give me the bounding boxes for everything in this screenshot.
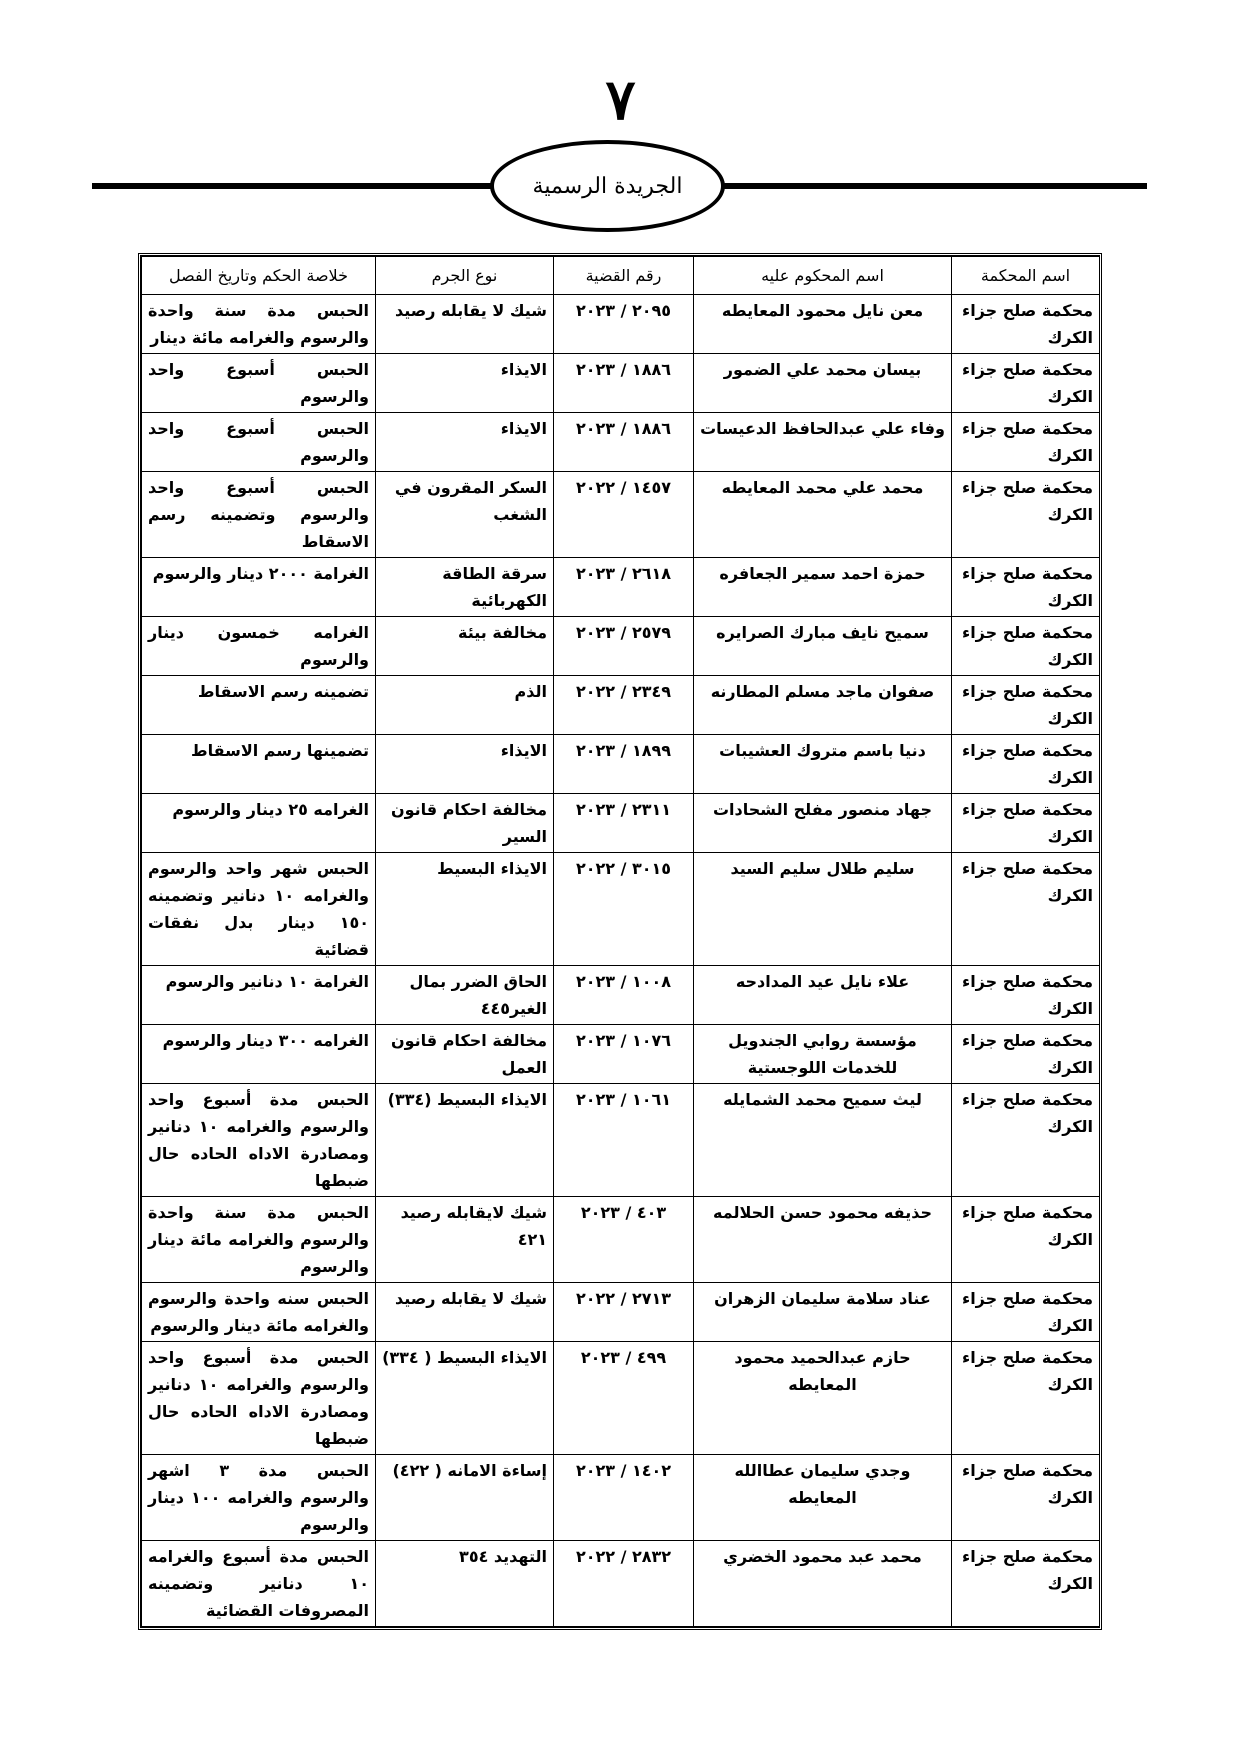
header-case: رقم القضية [554, 257, 694, 295]
cell-case: ٤٩٩ / ٢٠٢٣ [554, 1342, 694, 1455]
cell-court: محكمة صلح جزاء الكرك [952, 1084, 1100, 1197]
cell-summary: الحبس أسبوع واحد والرسوم وتضمينه رسم الاسقاط [142, 472, 376, 558]
cell-court: محكمة صلح جزاء الكرك [952, 354, 1100, 413]
table-row [142, 295, 1100, 354]
cell-crime: سرقة الطاقة الكهربائية [376, 558, 554, 617]
cell-summary: الغرامه ٢٥ دينار والرسوم [142, 794, 376, 853]
cell-case: ٢٨٣٢ / ٢٠٢٢ [554, 1541, 694, 1627]
header-summary: خلاصة الحكم وتاريخ الفصل [142, 257, 376, 295]
table-row [142, 853, 1100, 966]
cell-crime: الايذاء [376, 413, 554, 472]
cell-case: ٢٧١٣ / ٢٠٢٢ [554, 1283, 694, 1342]
cell-name: ليث سميح محمد الشمايله [694, 1084, 952, 1197]
cell-crime: الايذاء البسيط ( ٣٣٤) [376, 1342, 554, 1455]
cell-summary: الحبس أسبوع واحد والرسوم [142, 413, 376, 472]
cell-crime: الذم [376, 676, 554, 735]
cell-case: ٢٣٤٩ / ٢٠٢٢ [554, 676, 694, 735]
cell-summary: الحبس سنه واحدة والرسوم والغرامه مائة دينار والرسوم [142, 1283, 376, 1342]
cell-summary: الحبس مدة أسبوع واحد والرسوم والغرامه ١٠ دنانير ومصادرة الاداه الحاده حال ضبطها [142, 1342, 376, 1455]
header-court: اسم المحكمة [952, 257, 1100, 295]
cell-court: محكمة صلح جزاء الكرك [952, 676, 1100, 735]
cell-court: محكمة صلح جزاء الكرك [952, 1025, 1100, 1084]
table-row [142, 558, 1100, 617]
cell-summary: الغرامة ١٠ دنانير والرسوم [142, 966, 376, 1025]
table-row [142, 735, 1100, 794]
page-number: ٧ [605, 67, 636, 133]
header-name: اسم المحكوم عليه [694, 257, 952, 295]
cell-summary: الغرامة ٢٠٠٠ دينار والرسوم [142, 558, 376, 617]
cell-crime: شيك لايقابله رصيد ٤٢١ [376, 1197, 554, 1283]
cell-name: سميح نايف مبارك الصرايره [694, 617, 952, 676]
cell-summary: الغرامه خمسون دينار والرسوم [142, 617, 376, 676]
cell-name: بيسان محمد علي الضمور [694, 354, 952, 413]
table-row [142, 1283, 1100, 1342]
table-row [142, 676, 1100, 735]
cell-summary: الحبس مدة سنة واحدة والرسوم والغرامه مائة دينار والرسوم [142, 1197, 376, 1283]
cell-name: جهاد منصور مفلح الشحادات [694, 794, 952, 853]
cell-name: محمد علي محمد المعايطه [694, 472, 952, 558]
cell-crime: السكر المقرون في الشغب [376, 472, 554, 558]
cell-case: ١٠٠٨ / ٢٠٢٣ [554, 966, 694, 1025]
cell-crime: التهديد ٣٥٤ [376, 1541, 554, 1627]
cell-summary: الحبس أسبوع واحد والرسوم [142, 354, 376, 413]
cell-case: ٢٥٧٩ / ٢٠٢٣ [554, 617, 694, 676]
cell-crime: الايذاء البسيط (٣٣٤) [376, 1084, 554, 1197]
table-row [142, 354, 1100, 413]
cell-name: علاء نايل عيد المدادحه [694, 966, 952, 1025]
cell-court: محكمة صلح جزاء الكرك [952, 1455, 1100, 1541]
cell-name: مؤسسة روابي الجندويل للخدمات اللوجستية [694, 1025, 952, 1084]
cell-court: محكمة صلح جزاء الكرك [952, 472, 1100, 558]
table-row [142, 1084, 1100, 1197]
header-oval [490, 140, 725, 232]
cell-court: محكمة صلح جزاء الكرك [952, 794, 1100, 853]
cell-name: عناد سلامة سليمان الزهران [694, 1283, 952, 1342]
cell-case: ١٠٦١ / ٢٠٢٣ [554, 1084, 694, 1197]
cell-name: حذيفه محمود حسن الحلالمه [694, 1197, 952, 1283]
cell-crime: الحاق الضرر بمال الغير٤٤٥ [376, 966, 554, 1025]
cell-name: معن نايل محمود المعايطه [694, 295, 952, 354]
cell-crime: مخالفة احكام قانون السير [376, 794, 554, 853]
cell-name: وفاء علي عبدالحافظ الدعيسات [694, 413, 952, 472]
cell-summary: الحبس مدة أسبوع واحد والرسوم والغرامه ١٠ دنانير ومصادرة الاداه الحاده حال ضبطها [142, 1084, 376, 1197]
cell-name: سليم طلال سليم السيد [694, 853, 952, 966]
cell-court: محكمة صلح جزاء الكرك [952, 853, 1100, 966]
cell-court: محكمة صلح جزاء الكرك [952, 617, 1100, 676]
cell-crime: الايذاء [376, 735, 554, 794]
cell-summary: تضمينه رسم الاسقاط [142, 676, 376, 735]
cell-crime: مخالفة احكام قانون العمل [376, 1025, 554, 1084]
table-row [142, 794, 1100, 853]
cell-crime: شيك لا يقابله رصيد [376, 1283, 554, 1342]
cell-court: محكمة صلح جزاء الكرك [952, 295, 1100, 354]
table-row [142, 617, 1100, 676]
cell-case: ١٨٨٦ / ٢٠٢٣ [554, 354, 694, 413]
cell-case: ١٤٥٧ / ٢٠٢٢ [554, 472, 694, 558]
cell-summary: الغرامه ٣٠٠ دينار والرسوم [142, 1025, 376, 1084]
cell-court: محكمة صلح جزاء الكرك [952, 966, 1100, 1025]
cell-crime: إساءة الامانه ( ٤٢٢) [376, 1455, 554, 1541]
cell-name: وجدي سليمان عطاالله المعايطه [694, 1455, 952, 1541]
cell-summary: الحبس شهر واحد والرسوم والغرامه ١٠ دنانير وتضمينه ١٥٠ دينار بدل نفقات قضائية [142, 853, 376, 966]
cell-name: صفوان ماجد مسلم المطارنه [694, 676, 952, 735]
cell-summary: الحبس مدة ٣ اشهر والرسوم والغرامه ١٠٠ دينار والرسوم [142, 1455, 376, 1541]
cell-court: محكمة صلح جزاء الكرك [952, 1342, 1100, 1455]
cell-case: ٤٠٣ / ٢٠٢٣ [554, 1197, 694, 1283]
table-body [142, 295, 1100, 1627]
cell-case: ١٨٨٦ / ٢٠٢٣ [554, 413, 694, 472]
cell-name: دنيا باسم متروك العشيبات [694, 735, 952, 794]
table-row [142, 413, 1100, 472]
table-row [142, 966, 1100, 1025]
cell-court: محكمة صلح جزاء الكرك [952, 1283, 1100, 1342]
cell-court: محكمة صلح جزاء الكرك [952, 1541, 1100, 1627]
cell-summary: الحبس مدة سنة واحدة والرسوم والغرامه مائة دينار [142, 295, 376, 354]
cell-court: محكمة صلح جزاء الكرك [952, 558, 1100, 617]
table-row [142, 1455, 1100, 1541]
cell-court: محكمة صلح جزاء الكرك [952, 413, 1100, 472]
cell-case: ١٨٩٩ / ٢٠٢٣ [554, 735, 694, 794]
cell-name: حمزة احمد سمير الجعافره [694, 558, 952, 617]
cell-name: محمد عبد محمود الخضري [694, 1541, 952, 1627]
cell-crime: شيك لا يقابله رصيد [376, 295, 554, 354]
header-title: الجريدة الرسمية [532, 173, 683, 199]
cell-court: محكمة صلح جزاء الكرك [952, 1197, 1100, 1283]
cell-crime: مخالفة بيئة [376, 617, 554, 676]
table-row [142, 1197, 1100, 1283]
cell-case: ٣٠١٥ / ٢٠٢٢ [554, 853, 694, 966]
judgments-table [141, 256, 1100, 1627]
table-row [142, 1342, 1100, 1455]
cell-case: ٢٦١٨ / ٢٠٢٣ [554, 558, 694, 617]
cell-summary: الحبس مدة أسبوع والغرامه ١٠ دنانير وتضمينه المصروفات القضائية [142, 1541, 376, 1627]
cell-crime: الايذاء [376, 354, 554, 413]
cell-case: ٢٠٩٥ / ٢٠٢٣ [554, 295, 694, 354]
cell-crime: الايذاء البسيط [376, 853, 554, 966]
cell-court: محكمة صلح جزاء الكرك [952, 735, 1100, 794]
judgments-table-frame [138, 253, 1102, 1630]
table-header-row [142, 257, 1100, 295]
table-row [142, 472, 1100, 558]
cell-case: ١٠٧٦ / ٢٠٢٣ [554, 1025, 694, 1084]
table-row [142, 1541, 1100, 1627]
header-crime: نوع الجرم [376, 257, 554, 295]
cell-summary: تضمينها رسم الاسقاط [142, 735, 376, 794]
cell-case: ٢٣١١ / ٢٠٢٣ [554, 794, 694, 853]
cell-name: حازم عبدالحميد محمود المعايطه [694, 1342, 952, 1455]
cell-case: ١٤٠٢ / ٢٠٢٣ [554, 1455, 694, 1541]
table-row [142, 1025, 1100, 1084]
